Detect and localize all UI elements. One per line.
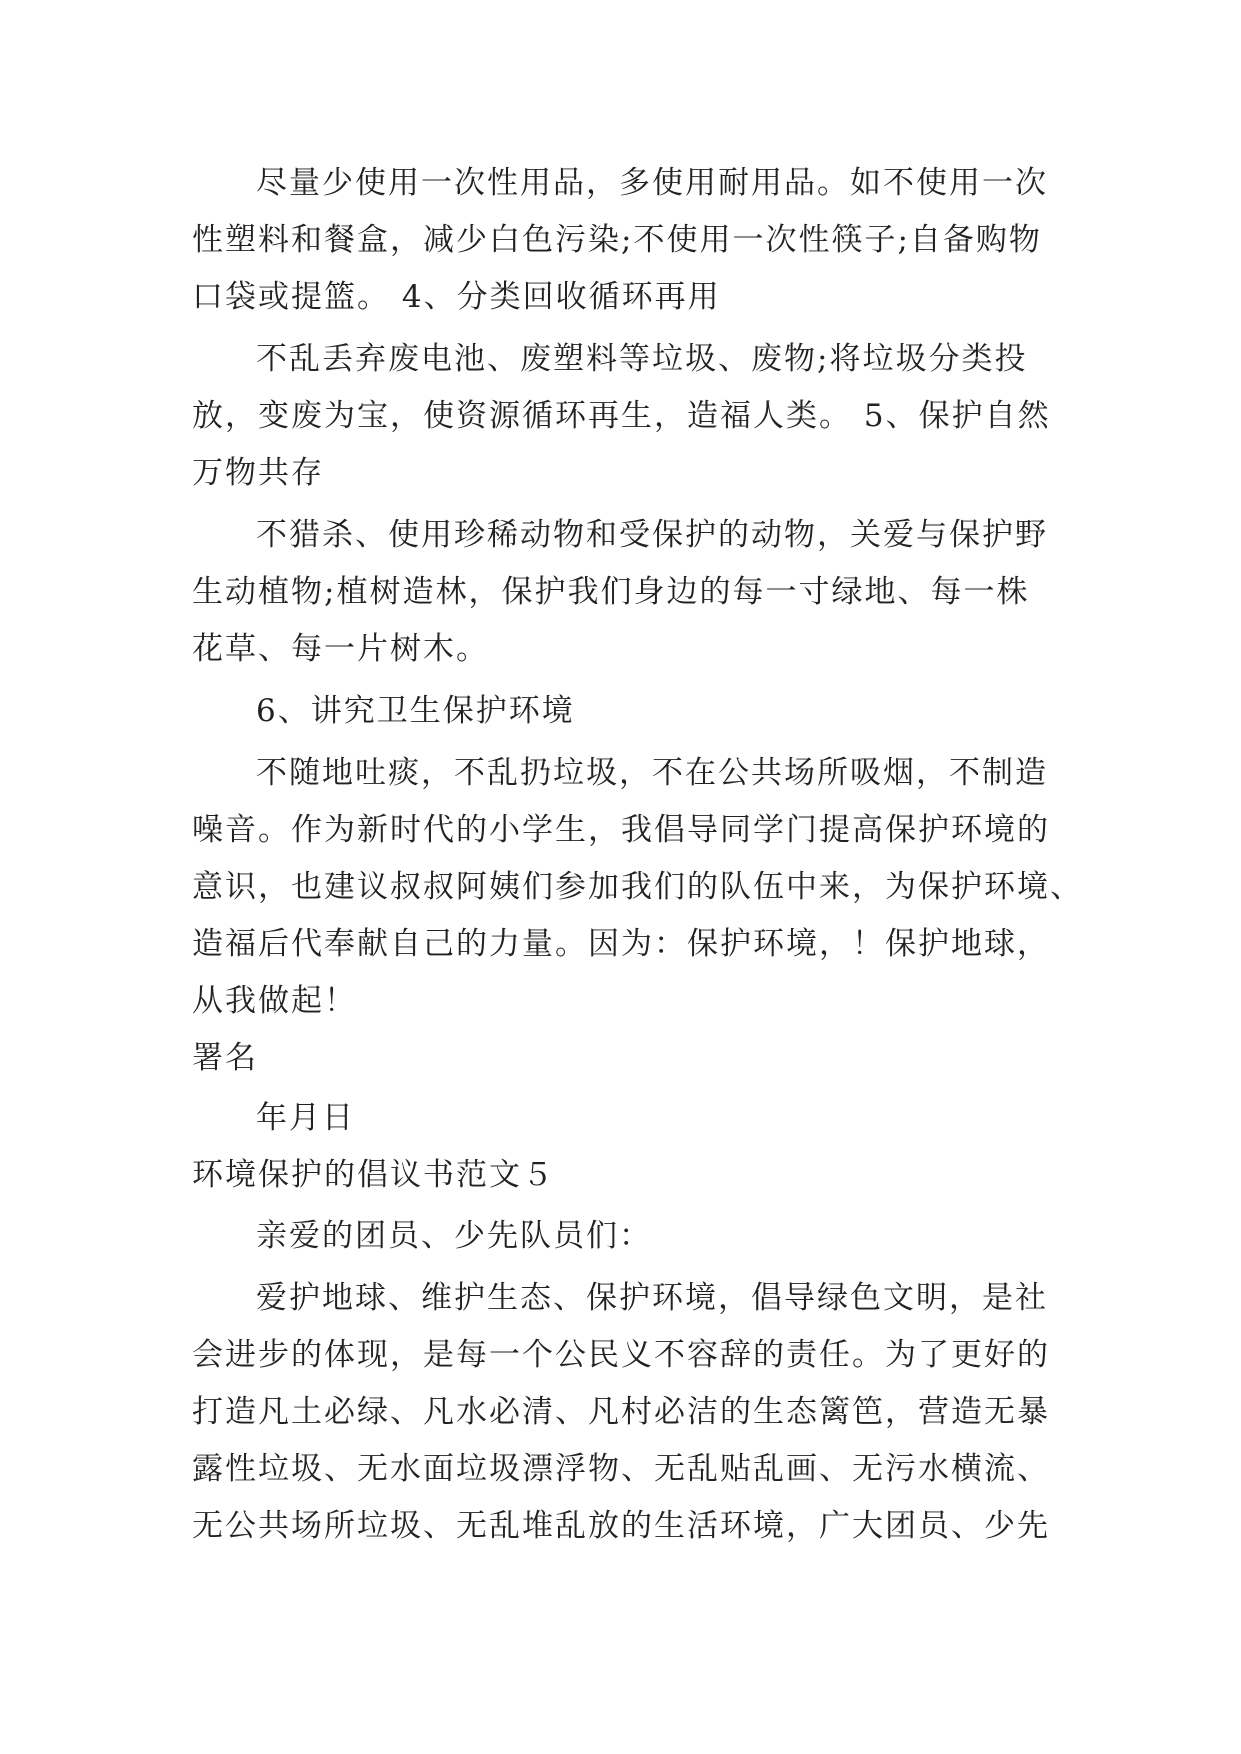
paragraph-line: 口袋或提篮。 4、分类回收循环再用 [192, 279, 721, 315]
paragraph-line: 放，变废为宝，使资源循环再生，造福人类。 5、保护自然 [192, 398, 1051, 434]
paragraph-line: 造福后代奉献自己的力量。因为：保护环境，！保护地球， [192, 926, 1050, 962]
paragraph-line: 噪音。作为新时代的小学生，我倡导同学门提高保护环境的 [192, 812, 1050, 848]
paragraph-line: 无公共场所垃圾、无乱堆乱放的生活环境，广大团员、少先 [192, 1508, 1050, 1544]
paragraph-line: 露性垃圾、无水面垃圾漂浮物、无乱贴乱画、无污水横流、 [192, 1451, 1050, 1487]
document-title: 环境保护的倡议书范文５ [192, 1157, 555, 1193]
section-heading: 6、讲究卫生保护环境 [256, 693, 575, 729]
paragraph-line: 万物共存 [192, 455, 324, 491]
paragraph-line: 尽量少使用一次性用品，多使用耐用品。如不使用一次 [256, 165, 1048, 201]
date-label: 年月日 [256, 1100, 355, 1136]
paragraph-line: 意识，也建议叔叔阿姨们参加我们的队伍中来，为保护环境、 [192, 869, 1083, 905]
paragraph-line: 性塑料和餐盒，减少白色污染;不使用一次性筷子;自备购物 [192, 222, 1042, 258]
paragraph-line: 打造凡土必绿、凡水必清、凡村必洁的生态篱笆，营造无暴 [192, 1394, 1050, 1430]
paragraph-line: 会进步的体现，是每一个公民义不容辞的责任。为了更好的 [192, 1337, 1050, 1373]
signature-label: 署名 [192, 1040, 258, 1076]
paragraph-line: 花草、每一片树木。 [192, 631, 489, 667]
paragraph-line: 不随地吐痰，不乱扔垃圾，不在公共场所吸烟，不制造 [256, 755, 1048, 791]
paragraph-line: 从我做起！ [192, 983, 357, 1019]
paragraph-line: 生动植物;植树造林，保护我们身边的每一寸绿地、每一株 [192, 574, 1030, 610]
salutation: 亲爱的团员、少先队员们： [256, 1218, 652, 1254]
paragraph-line: 不猎杀、使用珍稀动物和受保护的动物，关爱与保护野 [256, 517, 1048, 553]
paragraph-line: 爱护地球、维护生态、保护环境，倡导绿色文明，是社 [256, 1280, 1048, 1316]
paragraph-line: 不乱丢弃废电池、废塑料等垃圾、废物;将垃圾分类投 [256, 341, 1028, 377]
